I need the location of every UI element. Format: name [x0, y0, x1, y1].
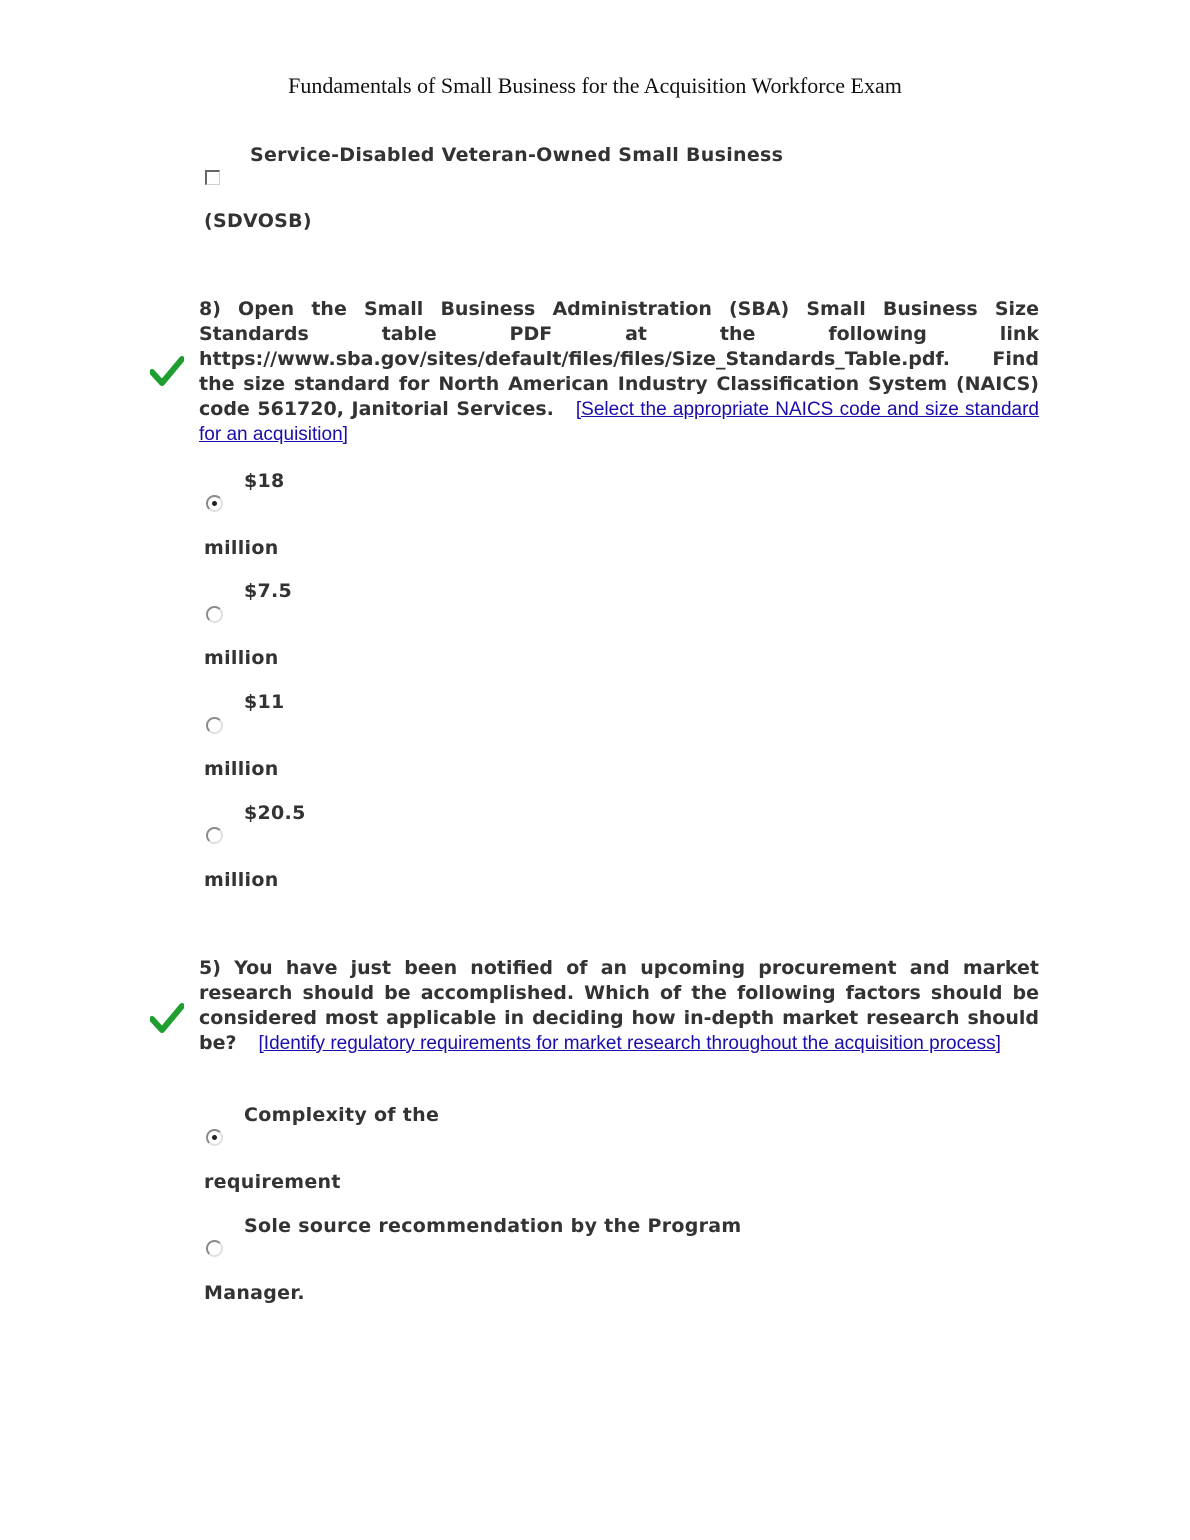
option-label-18-line1: $18	[244, 470, 285, 492]
option-label-18-line2: million	[204, 537, 279, 559]
option-label-20-5-line2: million	[204, 869, 279, 891]
page-title: Fundamentals of Small Business for the Acquisition Workforce Exam	[288, 73, 902, 98]
question-5-objective-link[interactable]: [Identify regulatory requirements for market research throughout the acquisition process]	[258, 1033, 1001, 1054]
radio-selected-dot	[212, 1135, 217, 1140]
option-radio-7-5[interactable]	[206, 606, 223, 623]
question-8-objective-link[interactable]: [Select the appropriate NAICS code and size standard for an acquisition]	[199, 399, 1039, 445]
option-label-sole-source-line2: Manager.	[204, 1282, 305, 1304]
option-label-7-5-line1: $7.5	[244, 580, 293, 602]
radio-selected-dot	[212, 501, 217, 506]
option-label-sdvosb-line2: (SDVOSB)	[204, 210, 312, 232]
question-5	[199, 956, 1039, 1056]
option-checkbox-sdvosb[interactable]	[205, 170, 220, 185]
correct-check-icon	[150, 356, 184, 386]
option-label-20-5-line1: $20.5	[244, 802, 306, 824]
option-label-11-line2: million	[204, 758, 279, 780]
option-radio-11[interactable]	[206, 717, 223, 734]
correct-check-icon	[150, 1003, 184, 1033]
question-8-text: 8) Open the Small Business Administration (SBA) Small Business Size Standards table PDF at the following link https://www.sba.gov/sites/default/files/files/Size_Standards_Table.pdf. Find the size standard for North American Industry Classification System (NAICS) code 561720, Janitorial Services.	[199, 298, 1039, 420]
option-label-sdvosb-line1: Service-Disabled Veteran-Owned Small Business	[250, 144, 784, 166]
question-5-text: 5) You have just been notified of an upcoming procurement and market research should be accomplished. Which of the following factors should be considered most applicable in deciding how in-depth market research should be?	[199, 957, 1039, 1054]
option-label-11-line1: $11	[244, 691, 285, 713]
option-radio-sole-source[interactable]	[206, 1240, 223, 1257]
question-8	[199, 297, 1039, 447]
option-radio-20-5[interactable]	[206, 827, 223, 844]
option-label-complexity-line1: Complexity of the	[244, 1104, 440, 1126]
option-label-complexity-line2: requirement	[204, 1171, 341, 1193]
option-label-sole-source-line1: Sole source recommendation by the Program	[244, 1215, 742, 1237]
option-radio-complexity[interactable]	[206, 1129, 223, 1146]
option-label-7-5-line2: million	[204, 647, 279, 669]
option-radio-18[interactable]	[206, 495, 223, 512]
